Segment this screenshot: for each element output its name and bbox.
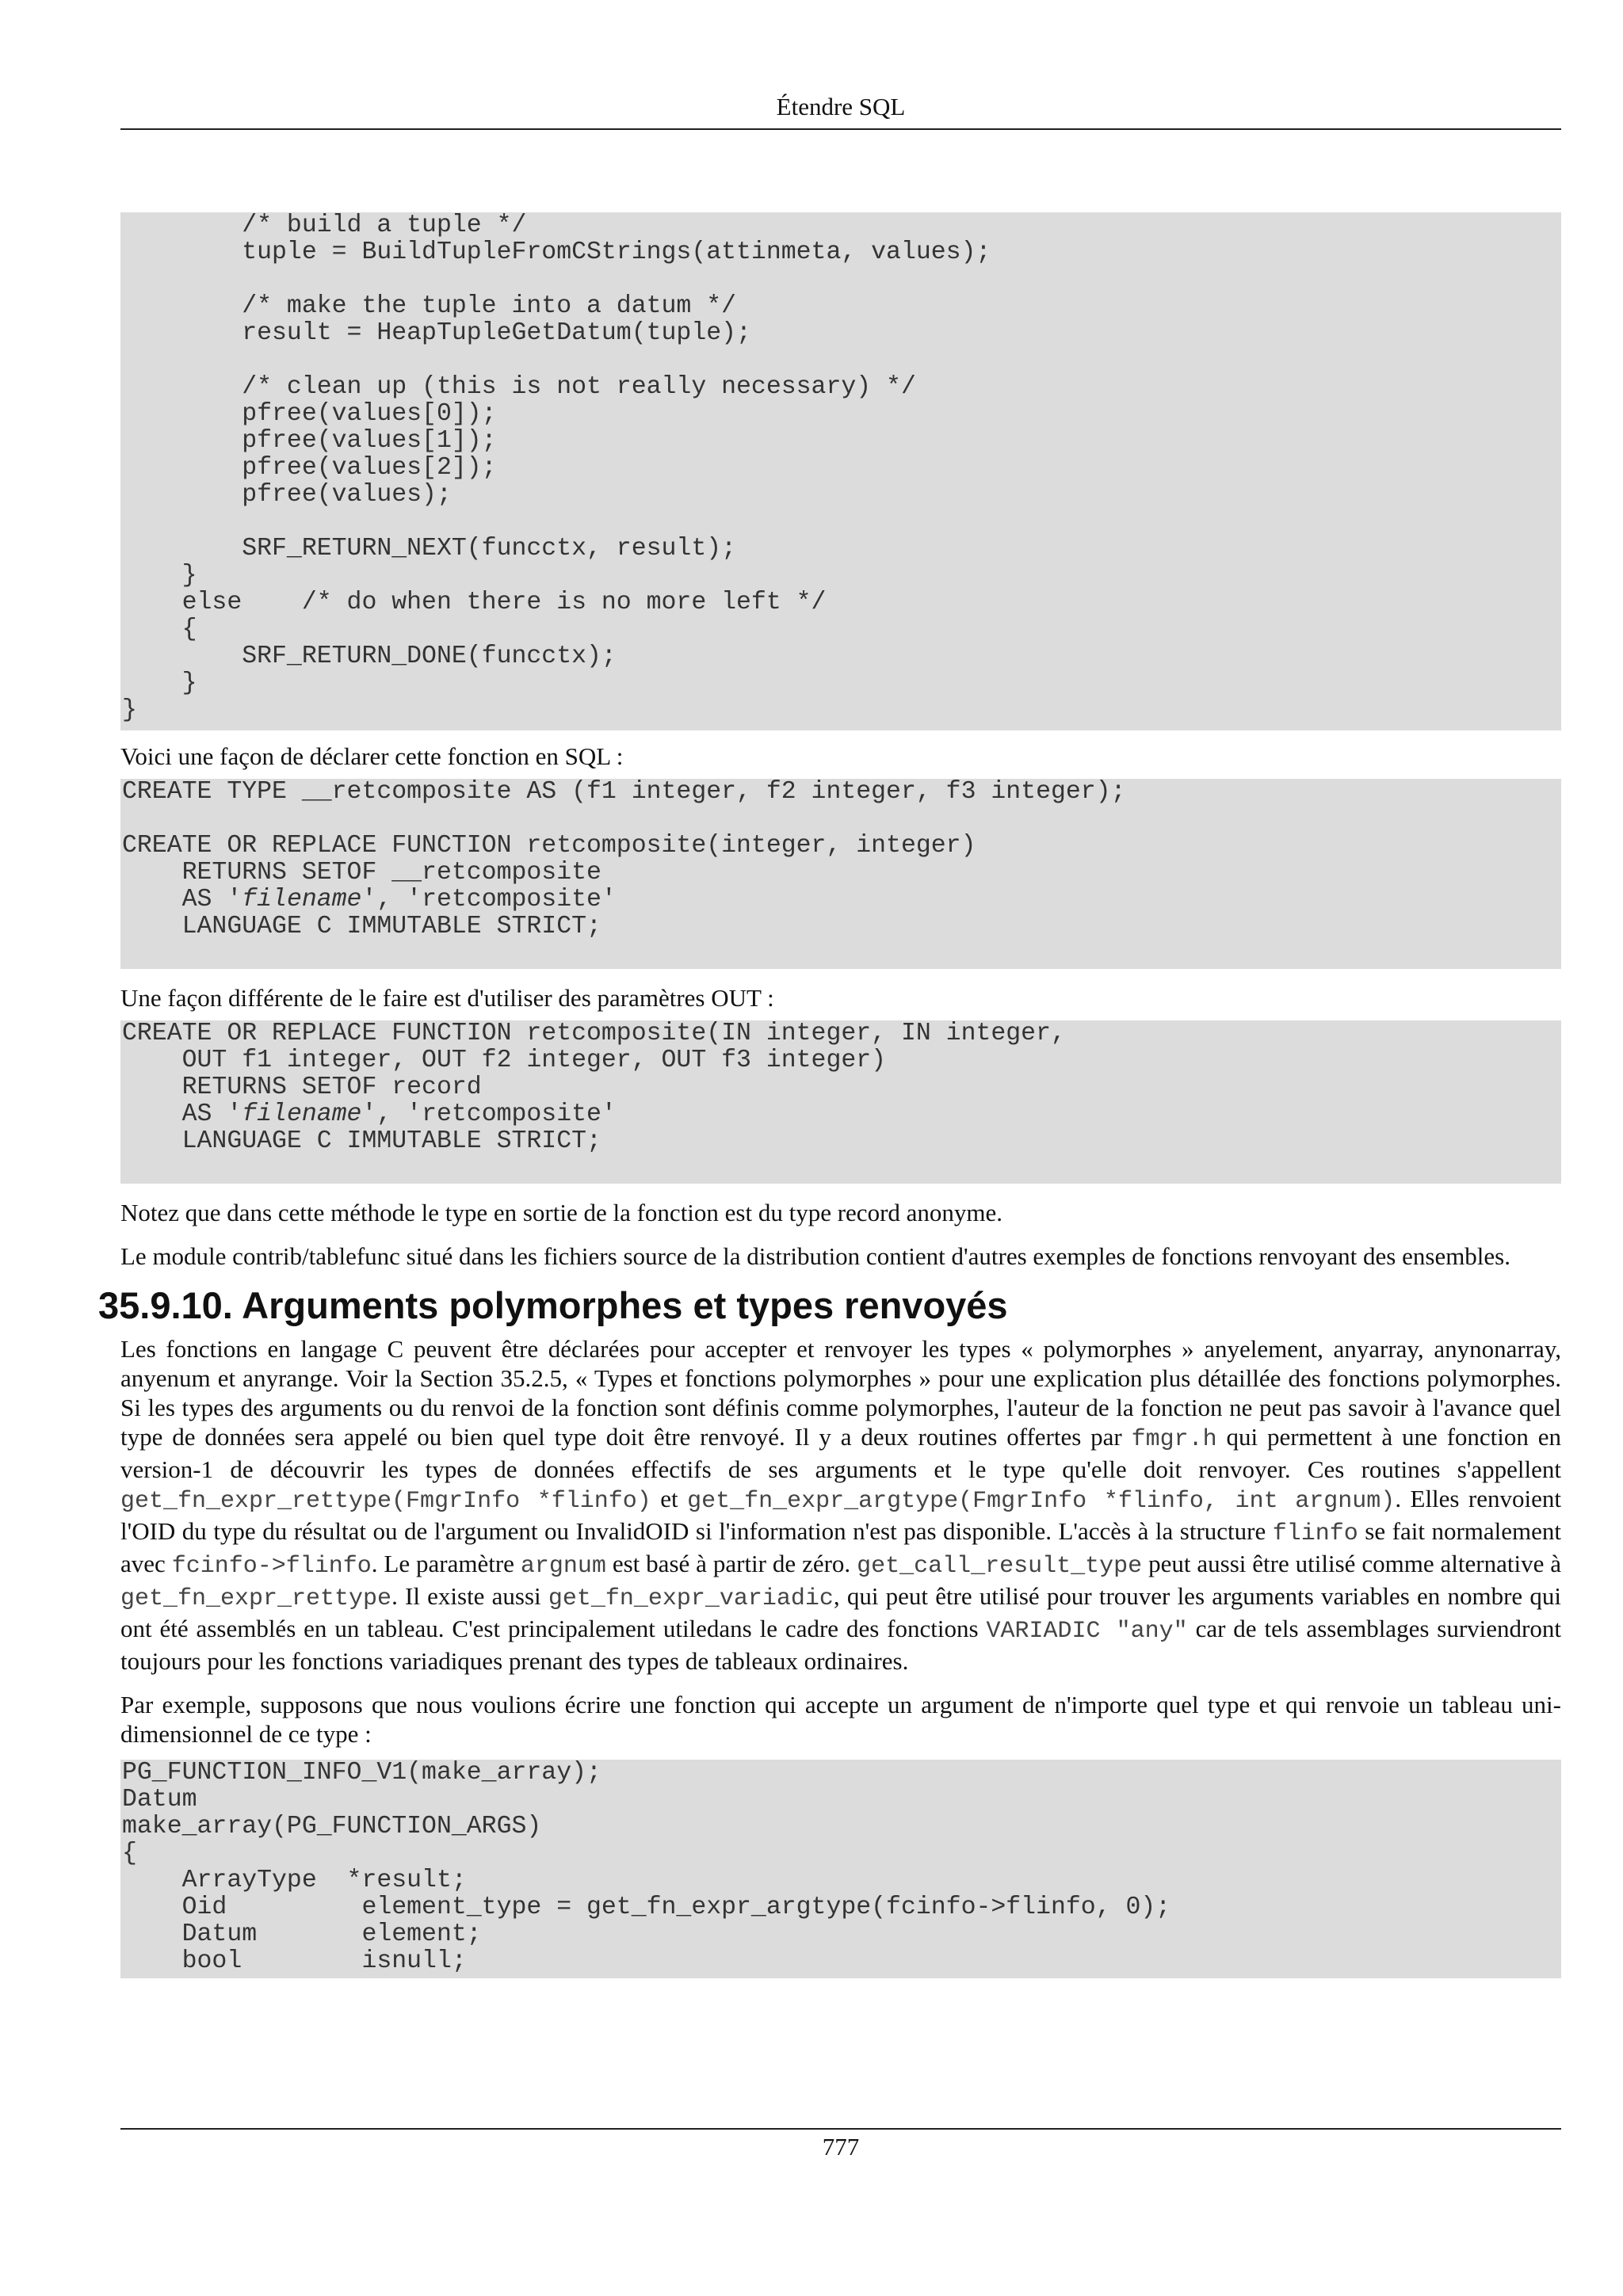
code-line: make_array(PG_FUNCTION_ARGS) bbox=[122, 1813, 542, 1840]
header-divider bbox=[120, 128, 1561, 130]
code-line: bool isnull; bbox=[122, 1947, 467, 1975]
code-line: pfree(values[1]); bbox=[122, 427, 497, 455]
code-line bbox=[122, 347, 1561, 374]
code-line: else /* do when there is no more left */ bbox=[122, 589, 827, 616]
code-line: /* build a tuple */ bbox=[122, 212, 527, 239]
paragraph-declare-sql: Voici une façon de déclarer cette fonction en SQL : bbox=[120, 742, 624, 770]
code-line: tuple = BuildTupleFromCStrings(attinmeta, values); bbox=[122, 238, 991, 266]
page-number: 777 bbox=[822, 2133, 860, 2161]
code-line: /* make the tuple into a datum */ bbox=[122, 292, 737, 320]
code-line: } bbox=[122, 562, 197, 589]
paragraph-record-anonymous: Notez que dans cette méthode le type en sortie de la fonction est du type record anonyme. bbox=[120, 1199, 1003, 1226]
paragraph-polymorphic: Les fonctions en langage C peuvent être déclarées pour accepter et renvoyer les types « polymorphes » anyelement, anyarray, anynonarray, anyenum et anyrange. Voir la Section 35.2.5, « Types et fonctions polymorphes » pour une explication plus détaillée des fonctions polymorphes. Si les types des arguments ou du renvoi de la fonction sont définis comme polymorphes, l'auteur de la fonction ne peut pas savoir à l'avance quel type de données sera appelé ou bien quel type doit être renvoyé. Il y a deux routines offertes par fmgr.h qui permettent à une fonction en version-1 de découvrir les types de données effectifs de ses arguments et le type qu'elle doit renvoyer. Ces routines s'appellent get_fn_expr_rettype(FmgrInfo *flinfo) et get_fn_expr_argtype(FmgrInfo *flinfo, int argnum). Elles renvoient l'OID du type du résultat ou de l'argument ou InvalidOID si l'information n'est pas disponible. L'accès à la structure flinfo se fait normalement avec fcinfo->flinfo. Le paramètre argnum est basé à partir de zéro. get_call_result_type peut aussi être utilisé comme alternative à get_fn_expr_rettype. Il existe aussi get_fn_expr_variadic, qui peut être utilisé pour trouver les arguments variables en nombre qui ont été assemblés en un tableau. C'est principalement utiledans le cadre des fonctions VARIADIC "any" car de tels assemblages surviendront toujours pour les fonctions variadiques prenant des types de tableaux ordinaires. bbox=[120, 1335, 1562, 1675]
code-block-make-array bbox=[120, 1760, 1561, 1978]
inline-code: fcinfo->flinfo bbox=[171, 1553, 372, 1580]
code-line: RETURNS SETOF record bbox=[122, 1074, 482, 1101]
inline-code: get_fn_expr_rettype(FmgrInfo *flinfo) bbox=[120, 1488, 651, 1515]
inline-code: flinfo bbox=[1272, 1520, 1358, 1547]
code-line: Datum bbox=[122, 1786, 197, 1814]
inline-code: get_call_result_type bbox=[857, 1553, 1143, 1580]
code-line: ArrayType *result; bbox=[122, 1867, 467, 1894]
code-block-out-params bbox=[120, 1020, 1561, 1184]
paragraph-tablefunc: Le module contrib/tablefunc situé dans les fichiers source de la distribution contient d'autres exemples de fonctions renvoyant des ensembles. bbox=[120, 1242, 1510, 1270]
page-content bbox=[98, 212, 1562, 1978]
code-line: CREATE OR REPLACE FUNCTION retcomposite(IN integer, IN integer, bbox=[122, 1020, 1066, 1047]
paragraph-out-params: Une façon différente de le faire est d'utiliser des paramètres OUT : bbox=[120, 984, 774, 1012]
code-line: OUT f1 integer, OUT f2 integer, OUT f3 integer) bbox=[122, 1047, 887, 1074]
inline-code: get_fn_expr_argtype(FmgrInfo *flinfo, int argnum) bbox=[687, 1488, 1396, 1515]
code-line bbox=[122, 806, 1561, 833]
code-line: Oid element_type = get_fn_expr_argtype(fcinfo->flinfo, 0); bbox=[122, 1894, 1171, 1921]
code-line: pfree(values[0]); bbox=[122, 400, 497, 428]
code-line: result = HeapTupleGetDatum(tuple); bbox=[122, 319, 751, 347]
code-line: } bbox=[122, 669, 197, 697]
code-line: CREATE TYPE __retcomposite AS (f1 integer, f2 integer, f3 integer); bbox=[122, 779, 1126, 806]
code-block-create-type bbox=[120, 779, 1561, 969]
code-line: } bbox=[122, 696, 137, 724]
inline-code: get_fn_expr_variadic bbox=[548, 1585, 834, 1612]
code-line: LANGUAGE C IMMUTABLE STRICT; bbox=[122, 1127, 601, 1155]
code-line: /* clean up (this is not really necessary) */ bbox=[122, 373, 916, 401]
section-heading: 35.9.10. Arguments polymorphes et types renvoyés bbox=[98, 1284, 1008, 1326]
code-line: SRF_RETURN_DONE(funcctx); bbox=[122, 643, 617, 670]
code-line: PG_FUNCTION_INFO_V1(make_array); bbox=[122, 1760, 601, 1787]
code-line: pfree(values[2]); bbox=[122, 454, 497, 482]
code-line: AS 'filename', 'retcomposite' bbox=[122, 886, 617, 913]
code-line: RETURNS SETOF __retcomposite bbox=[122, 859, 601, 887]
code-line: { bbox=[122, 616, 197, 643]
code-line: SRF_RETURN_NEXT(funcctx, result); bbox=[122, 535, 737, 563]
code-line: LANGUAGE C IMMUTABLE STRICT; bbox=[122, 913, 601, 940]
inline-code: fmgr.h bbox=[1131, 1426, 1217, 1453]
inline-code: argnum bbox=[520, 1553, 606, 1580]
code-block-srf-end bbox=[120, 212, 1561, 730]
code-line bbox=[122, 266, 1561, 293]
inline-code: VARIADIC "any" bbox=[986, 1618, 1188, 1645]
code-line bbox=[122, 509, 1561, 536]
paragraph-example: Par exemple, supposons que nous voulions écrire une fonction qui accepte un argument de n'importe quel type et qui renvoie un tableau uni-dimensionnel de ce type : bbox=[120, 1691, 1561, 1748]
running-header-title: Étendre SQL bbox=[776, 93, 906, 120]
inline-code: get_fn_expr_rettype bbox=[120, 1585, 392, 1612]
code-line: AS 'filename', 'retcomposite' bbox=[122, 1100, 617, 1128]
code-line: Datum element; bbox=[122, 1920, 482, 1948]
code-line: CREATE OR REPLACE FUNCTION retcomposite(integer, integer) bbox=[122, 832, 976, 860]
code-line: { bbox=[122, 1840, 137, 1867]
code-line: pfree(values); bbox=[122, 481, 452, 509]
footer-divider bbox=[120, 2128, 1561, 2130]
